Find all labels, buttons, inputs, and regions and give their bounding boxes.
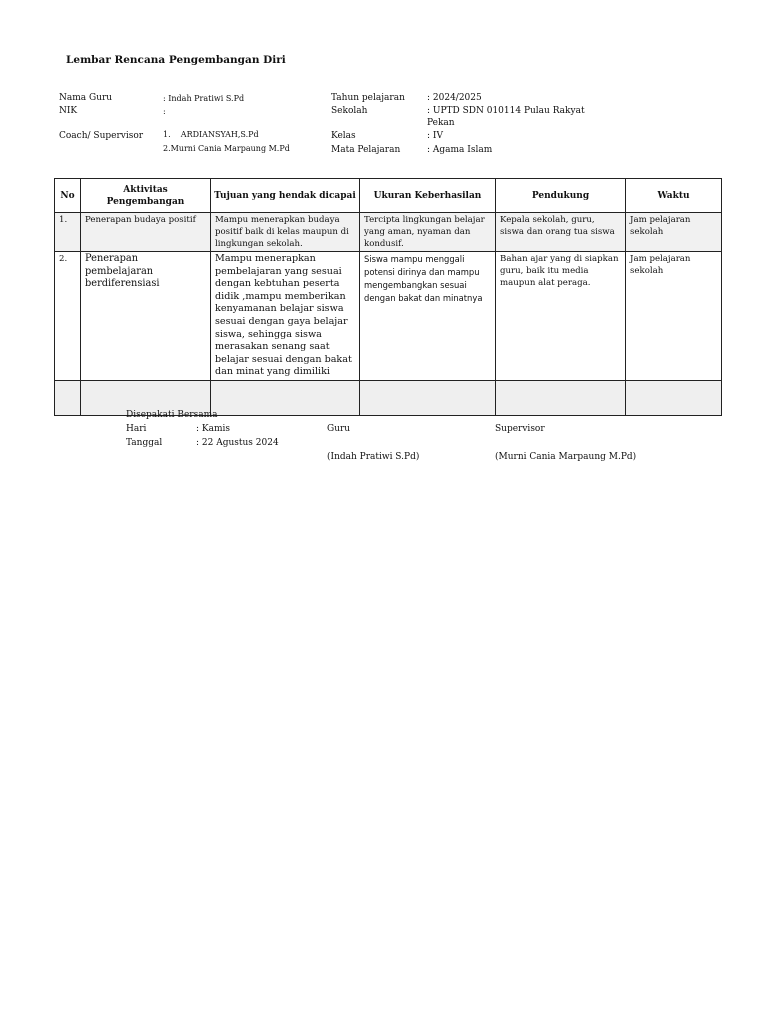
tanggal-value: : 22 Agustus 2024: [196, 438, 279, 448]
empty-cell: [55, 380, 81, 415]
cell-no: 1.: [55, 213, 81, 252]
cell-aktivitas: Penerapan budaya positif: [81, 213, 211, 252]
nama-guru-label: Nama Guru: [59, 93, 113, 103]
empty-cell: [211, 380, 360, 415]
empty-cell: [360, 380, 496, 415]
header-aktivitas: Aktivitas Pengembangan: [81, 179, 211, 213]
table-row: [55, 252, 722, 381]
tahun-label: Tahun pelajaran: [331, 93, 405, 103]
table-row: [55, 213, 722, 252]
hari-label: Hari: [126, 424, 147, 434]
empty-cell: [626, 380, 722, 415]
supervisor-label: Supervisor: [495, 424, 545, 434]
cell-tujuan: Mampu menerapkan pembelajaran yang sesuai dengan kebtuhan peserta didik ,mampu memberikan kenyamanan belajar siswa sesuai dengan gaya belajar siswa, sehingga siswa merasakan senang saat belajar sesuai dengan bakat dan minat yang dimiliki: [211, 252, 360, 381]
kelas-label: Kelas: [331, 131, 356, 141]
cell-pendukung: Bahan ajar yang di siapkan guru, baik itu media maupun alat peraga.: [496, 252, 626, 381]
hari-value: : Kamis: [196, 424, 231, 434]
sekolah-value-2: Pekan: [427, 118, 455, 128]
nik-value: :: [163, 107, 166, 116]
guru-label: Guru: [327, 424, 351, 434]
mapel-label: Mata Pelajaran: [331, 145, 401, 155]
development-plan-table: [54, 178, 722, 416]
nik-label: NIK: [59, 106, 78, 116]
cell-tujuan: Mampu menerapkan budaya positif baik di kelas maupun di lingkungan sekolah.: [211, 213, 360, 252]
header-no: No: [55, 179, 81, 213]
supervisor-signature-name: (Murni Cania Marpaung M.Pd): [495, 452, 637, 462]
empty-cell: [496, 380, 626, 415]
tahun-value: : 2024/2025: [427, 93, 482, 103]
cell-pendukung: Kepala sekolah, guru, siswa dan orang tua siswa: [496, 213, 626, 252]
sekolah-label: Sekolah: [331, 106, 368, 116]
table-header-row: [55, 179, 722, 213]
coach-value-1: 1. ARDIANSYAH,S.Pd: [163, 130, 259, 139]
header-pendukung: Pendukung: [496, 179, 626, 213]
guru-signature-name: (Indah Pratiwi S.Pd): [327, 452, 420, 462]
nama-guru-value: : Indah Pratiwi S.Pd: [163, 94, 245, 103]
kelas-value: : IV: [427, 131, 443, 141]
page-title: Lembar Rencana Pengembangan Diri: [66, 54, 286, 66]
cell-ukuran: Tercipta lingkungan belajar yang aman, nyaman dan kondusif.: [360, 213, 496, 252]
header-ukuran: Ukuran Keberhasilan: [360, 179, 496, 213]
cell-waktu: Jam pelajaran sekolah: [626, 252, 722, 381]
disepakati-text: Disepakati Bersama: [126, 410, 218, 420]
cell-no: 2.: [55, 252, 81, 381]
header-waktu: Waktu: [626, 179, 722, 213]
cell-aktivitas: Penerapan pembelajaran berdiferensiasi: [81, 252, 211, 381]
coach-value-2: 2.Murni Cania Marpaung M.Pd: [163, 144, 290, 153]
cell-ukuran: Siswa mampu menggali potensi dirinya dan mampu mengembangkan sesuai dengan bakat dan minatnya: [360, 252, 496, 381]
tanggal-label: Tanggal: [126, 438, 163, 448]
cell-waktu: Jam pelajaran sekolah: [626, 213, 722, 252]
coach-label: Coach/ Supervisor: [59, 131, 144, 141]
header-tujuan: Tujuan yang hendak dicapai: [211, 179, 360, 213]
sekolah-value-1: : UPTD SDN 010114 Pulau Rakyat: [427, 106, 585, 116]
mapel-value: : Agama Islam: [427, 145, 493, 155]
